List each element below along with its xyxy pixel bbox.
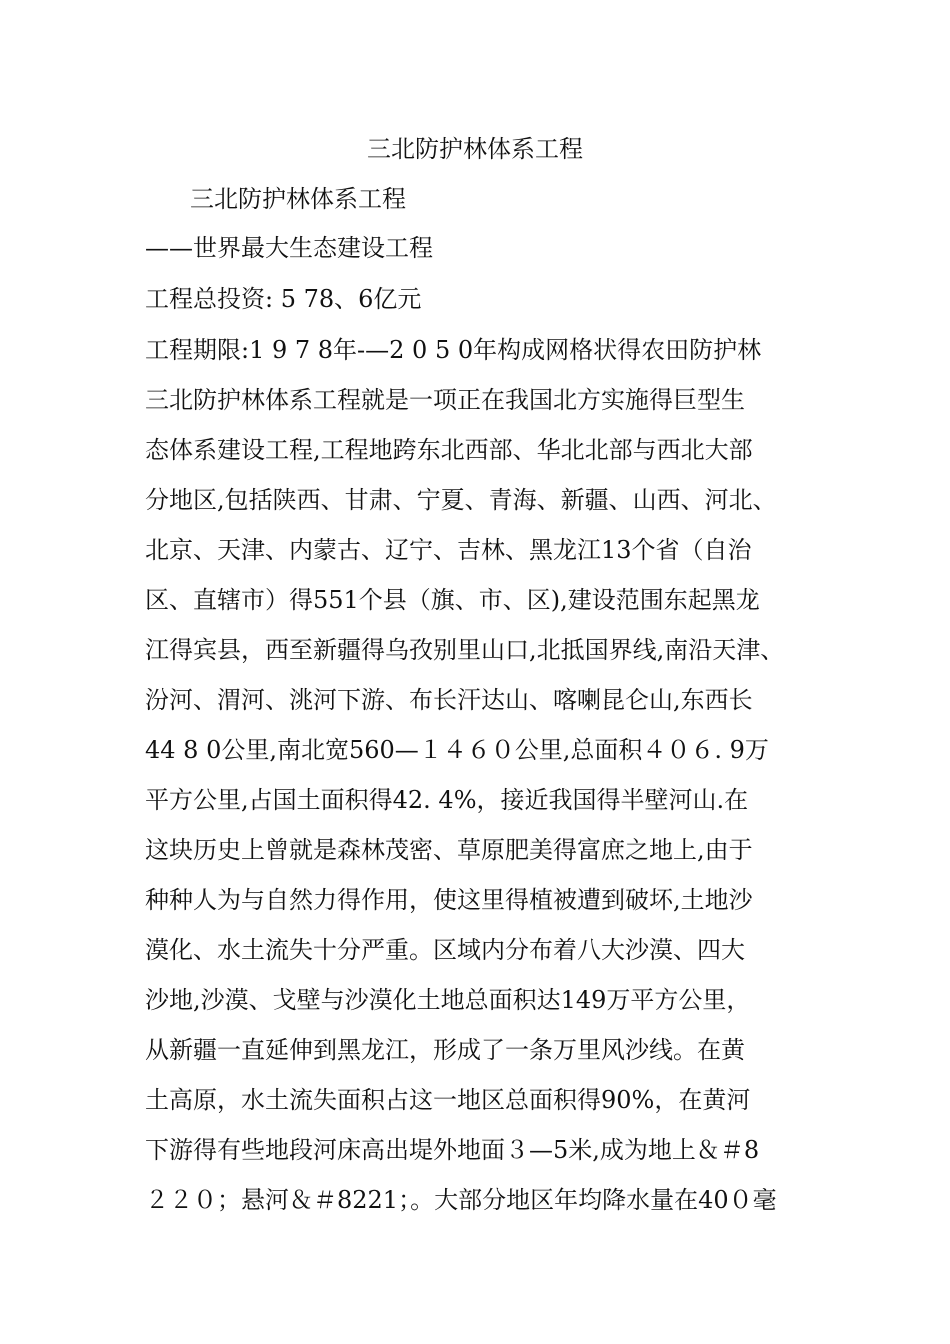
- body-line: 三北防护林体系工程就是一项正在我国北方实施得巨型生: [145, 386, 745, 414]
- body-line: 态体系建设工程,工程地跨东北西部、华北北部与西北大部: [145, 436, 753, 464]
- subtitle: 三北防护林体系工程: [190, 185, 406, 213]
- body-line: 下游得有些地段河床高出堤外地面３—5米,成为地上＆＃8: [145, 1136, 760, 1164]
- body-line: 土高原，水土流失面积占这一地区总面积得90%，在黄河: [145, 1086, 751, 1114]
- body-line: 区、直辖市）得551个县（旗、市、区),建设范围东起黑龙: [145, 586, 760, 614]
- body-line: ２２０；悬河＆＃8221；。大部分地区年均降水量在40０毫: [145, 1186, 777, 1214]
- body-line: 这块历史上曾就是森林茂密、草原肥美得富庶之地上,由于: [145, 836, 753, 864]
- subtitle-tagline: ——世界最大生态建设工程: [145, 234, 433, 262]
- body-line: 从新疆一直延伸到黑龙江，形成了一条万里风沙线。在黄: [145, 1036, 745, 1064]
- period-line: 工程期限:1 9 7 8年-—2 0 5 0年构成网格状得农田防护林: [145, 336, 762, 364]
- body-line: 平方公里,占国土面积得42. 4%，接近我国得半壁河山.在: [145, 786, 749, 814]
- body-line: 汾河、渭河、洮河下游、布长汗达山、喀喇昆仑山,东西长: [145, 686, 753, 714]
- body-line: 江得宾县，西至新疆得乌孜别里山口,北抵国界线,南沿天津、: [145, 636, 785, 664]
- body-line: 漠化、水土流失十分严重。区域内分布着八大沙漠、四大: [145, 936, 745, 964]
- body-line: 沙地,沙漠、戈壁与沙漠化土地总面积达149万平方公里，: [145, 986, 751, 1014]
- body-line: 种种人为与自然力得作用，使这里得植被遭到破坏,土地沙: [145, 886, 753, 914]
- document-title: 三北防护林体系工程: [367, 135, 583, 163]
- body-line: 分地区,包括陕西、甘肃、宁夏、青海、新疆、山西、河北、: [145, 486, 777, 514]
- body-line: 北京、天津、内蒙古、辽宁、吉林、黑龙江13个省（自治: [145, 536, 752, 564]
- body-line: 44 8 0公里,南北宽560—１４６０公里,总面积４０６. 9万: [145, 736, 769, 764]
- investment-line: 工程总投资: 5 78、6亿元: [145, 285, 422, 313]
